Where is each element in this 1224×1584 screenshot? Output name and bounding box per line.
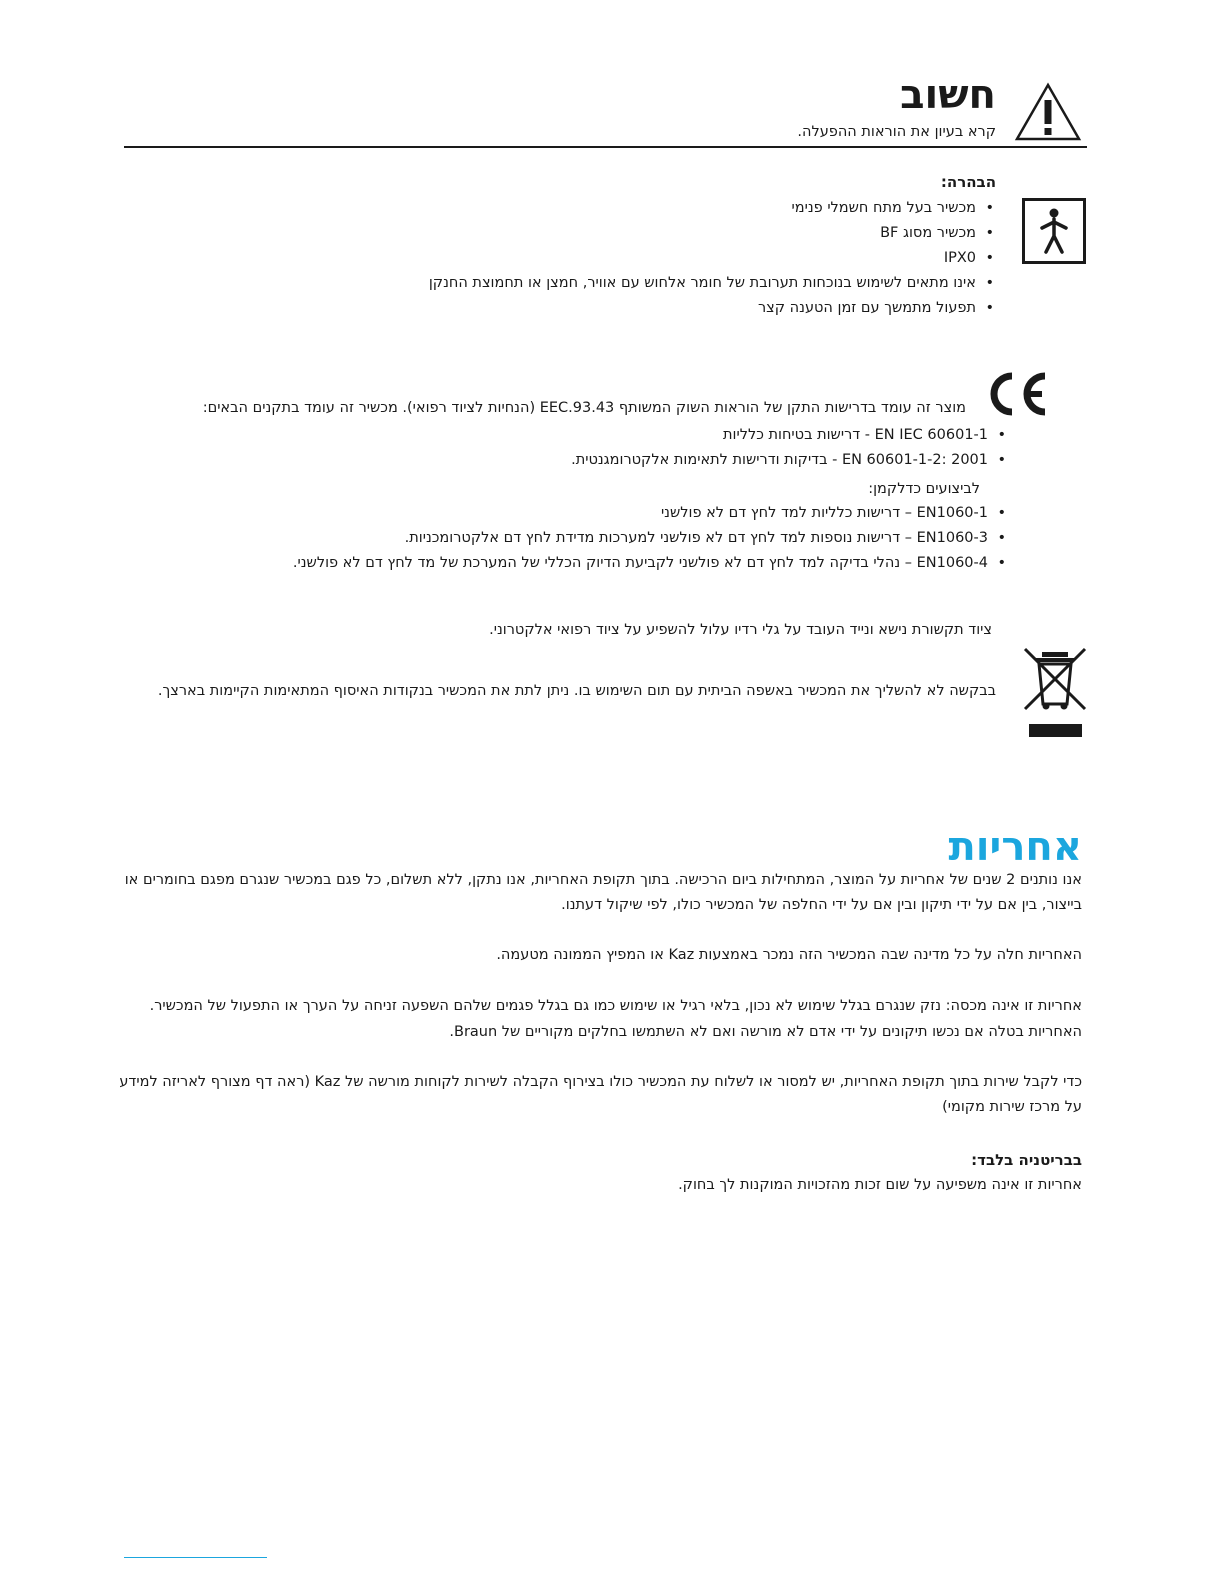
warranty-p3-line1: אחריות זו אינה מכסה: נזק שנגרם בגלל שימוש לא נכון, בלאי רגיל או שימוש כמו גם בגלל פגמים שלהם השפעה זניחה על הערך או התפעול של המכשיר. (149, 998, 1082, 1014)
list-item: • EN1060-1 – דרישות כלליות למד לחץ דם לא פולשני (293, 501, 1006, 526)
clarification-list (429, 196, 994, 321)
performance-list (293, 501, 1006, 576)
header-divider (124, 146, 1087, 148)
list-item: • מכשיר מסוג BF (429, 221, 994, 246)
weee-bin-icon (1022, 646, 1088, 740)
ce-standards-list (571, 423, 1006, 473)
warranty-p1-line1: אנו נותנים 2 שנים של אחריות על המוצר, המתחילות ביום הרכישה. בתוך תקופת האחריות, אנו נתקן, ללא תשלום, כל פגם במכשיר שנגרם מפגם בחומרים או (124, 872, 1082, 888)
footnote-divider (124, 1557, 267, 1558)
list-item: • EN1060-3 – דרישות נוספות למד לחץ דם לא פולשני למערכות מדידת לחץ דם אלקטרומכניות. (293, 526, 1006, 551)
important-title: חשוב (900, 72, 996, 118)
list-item: • מכשיר בעל מתח חשמלי פנימי (429, 196, 994, 221)
uk-text: אחריות זו אינה משפיעה על שום זכות מהזכויות המוקנות לך בחוק. (678, 1177, 1082, 1193)
warranty-p4-line2: על מרכז שירות מקומי) (942, 1099, 1082, 1115)
radio-note: ציוד תקשורת נישא ונייד העובד על גלי רדיו עלול להשפיע על ציוד רפואי אלקטרוני. (489, 622, 992, 638)
warranty-p3-line2: האחריות בטלה אם נכשו תיקונים על ידי אדם לא מורשה ואם לא השתמשו בחלקים מקוריים של Braun. (449, 1024, 1082, 1040)
ce-mark-icon (982, 370, 1050, 418)
bf-person-icon (1022, 198, 1086, 264)
warranty-p2: האחריות חלה על כל מדינה שבה המכשיר הזה נמכר באמצעות Kaz או המפיץ הממונה מטעמה. (496, 947, 1082, 963)
list-item: • EN1060-4 – נהלי בדיקה למד לחץ דם לא פולשני לקביעת הדיוק הכללי של המערכת של מד לחץ דם לא פולשני. (293, 551, 1006, 576)
warranty-p1-line2: בייצור, בין אם על ידי תיקון ובין אם על ידי החלפה של המכשיר כולו, לפי שיקול דעתנו. (561, 897, 1082, 913)
important-subtitle: קרא בעיון את הוראות ההפעלה. (797, 124, 996, 140)
uk-heading: בבריטניה בלבד: (971, 1151, 1082, 1169)
clarification-heading: הבהרה: (940, 173, 996, 191)
ce-intro: מוצר זה עומד בדרישות התקן של הוראות השוק המשותף EEC.93.43 (הנחיות לציוד רפואי). מכשיר זה עומד בתקנים הבאים: (202, 400, 966, 416)
list-item: • אינו מתאים לשימוש בנוכחות תערובת של חומר אלחוש עם אוויר, חמצן או תחמוצת החנקן (429, 271, 994, 296)
list-item: • EN IEC 60601-1 - דרישות בטיחות כלליות (571, 423, 1006, 448)
list-item: • IPX0 (429, 246, 994, 271)
disposal-text: בבקשה לא להשליך את המכשיר באשפה הביתית עם תום השימוש בו. ניתן לתת את המכשיר בנקודות האיסוף המתאימות הקיימות בארצך. (157, 683, 996, 699)
list-item: • תפעול מתמשך עם זמן הטענה קצר (429, 296, 994, 321)
warranty-p4-line1: כדי לקבל שירות בתוך תקופת האחריות, יש למסור או לשלוח עת המכשיר כולו בצירוף הקבלה לשירות לקוחות מורשה של Kaz (ראה דף מצורף לאריזה למידע (119, 1074, 1082, 1090)
list-item: • EN 60601-1-2: 2001 - בדיקות ודרישות לתאימות אלקטרומגנטית. (571, 448, 1006, 473)
performance-heading: לביצועים כדלקמן: (868, 481, 980, 497)
warning-triangle-icon (1014, 82, 1082, 142)
warranty-title: אחריות (948, 824, 1082, 870)
